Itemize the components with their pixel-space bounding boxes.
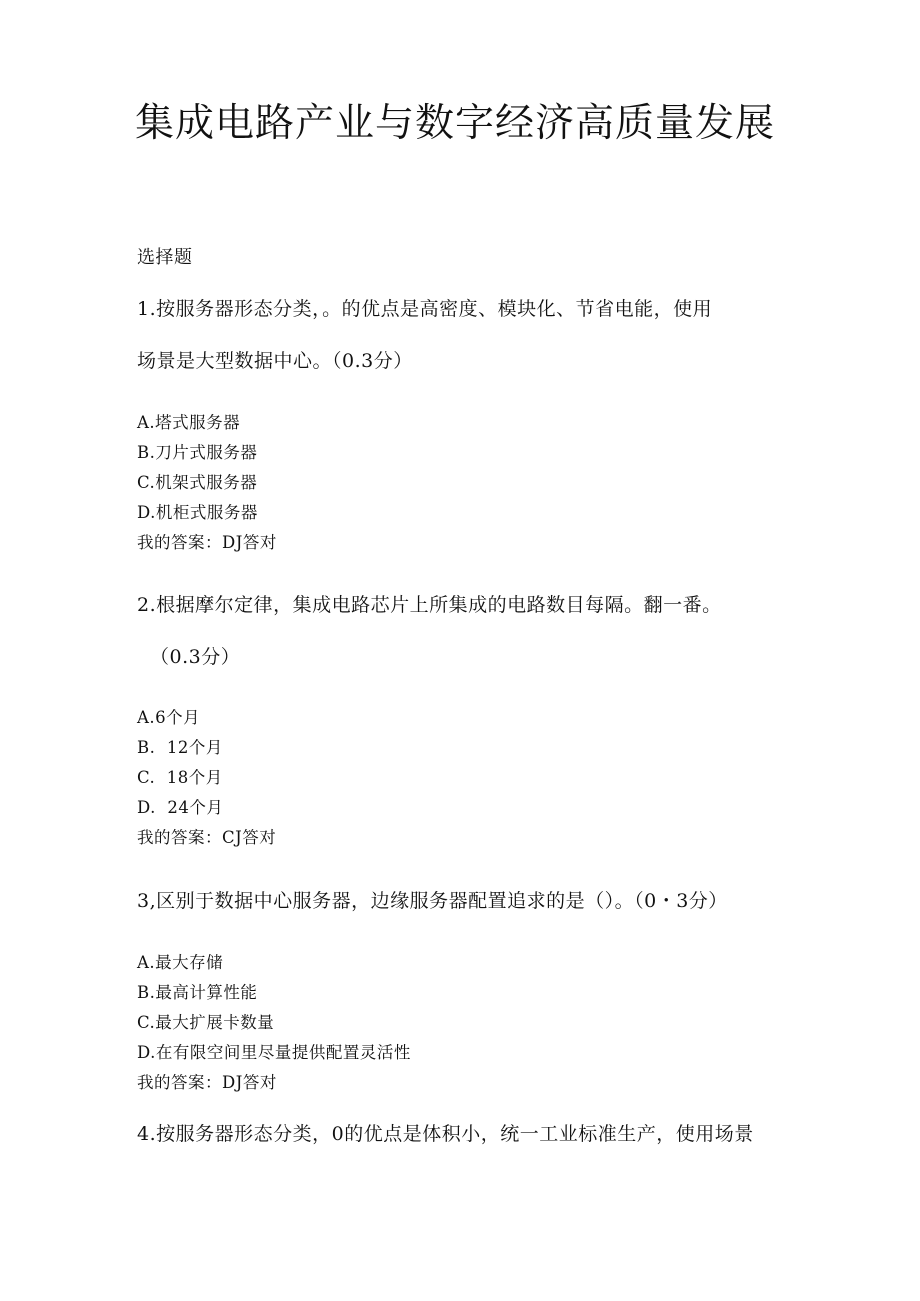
- question-3-option-a: A.最大存储: [137, 953, 224, 972]
- question-3-answer: 我的答案：DJ答对: [137, 1073, 277, 1092]
- question-1-line-2: 场景是大型数据中心。（0.3分）: [137, 350, 413, 372]
- question-1-line-1: 1.按服务器形态分类，。的优点是高密度、模块化、节省电能，使用: [137, 298, 713, 320]
- question-2-line-1: 2.根据摩尔定律，集成电路芯片上所集成的电路数目每隔。翻一番。: [137, 594, 722, 616]
- question-2-answer: 我的答案：CJ答对: [137, 828, 277, 847]
- question-3-line-1: 3,区别于数据中心服务器，边缘服务器配置追求的是（）。（0・3分）: [137, 890, 728, 912]
- question-2-option-d: D. 24个月: [137, 798, 224, 817]
- question-2-line-2: （0.3分）: [150, 646, 241, 668]
- question-1-option-d: D.机柜式服务器: [137, 503, 258, 522]
- question-1-option-c: C.机架式服务器: [137, 473, 258, 492]
- question-4-line-1: 4.按服务器形态分类，0的优点是体积小，统一工业标准生产，使用场景: [137, 1123, 754, 1145]
- question-2-option-b: B. 12个月: [137, 738, 223, 757]
- question-1-answer: 我的答案：DJ答对: [137, 533, 277, 552]
- question-3-option-c: C.最大扩展卡数量: [137, 1013, 275, 1032]
- question-3-option-b: B.最高计算性能: [137, 983, 258, 1002]
- question-2-option-c: C. 18个月: [137, 768, 223, 787]
- question-2-option-a: A.6个月: [137, 708, 201, 727]
- question-1-option-b: B.刀片式服务器: [137, 443, 258, 462]
- section-label: 选择题: [137, 247, 193, 268]
- page-title: 集成电路产业与数字经济高质量发展: [135, 101, 776, 146]
- question-1-option-a: A.塔式服务器: [137, 413, 241, 432]
- question-3-option-d: D.在有限空间里尽量提供配置灵活性: [137, 1043, 411, 1062]
